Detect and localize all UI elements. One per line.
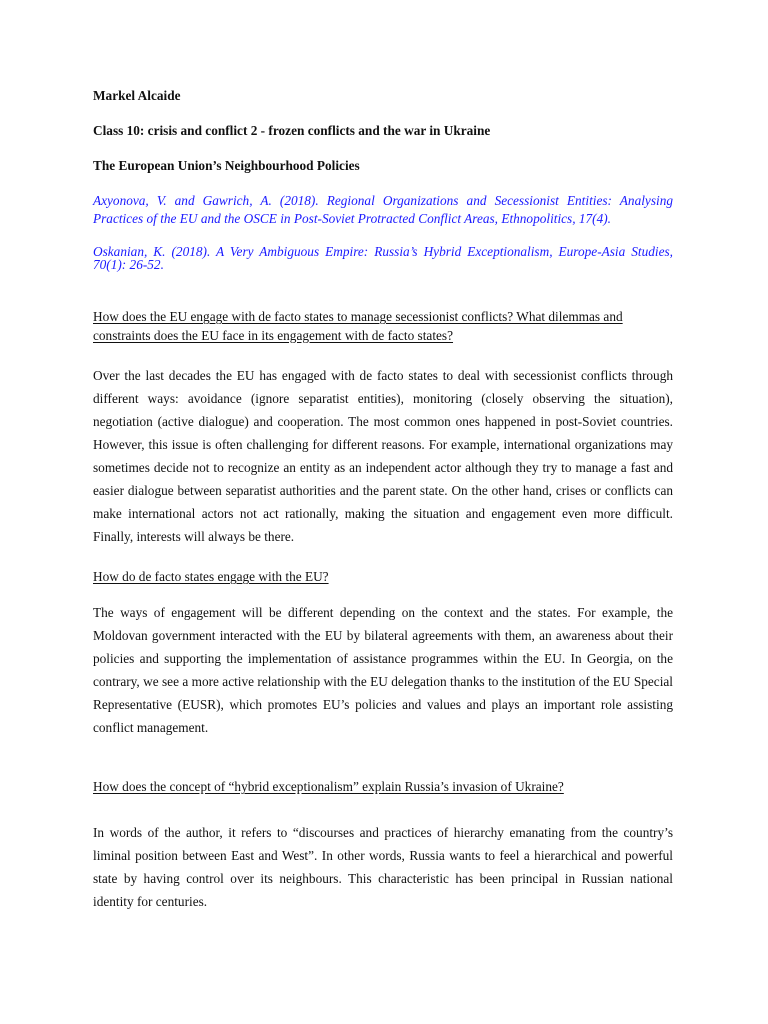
answer-2: The ways of engagement will be different depending on the context and the states. For example, the Moldovan government interacted with the EU by bilateral agreements with them, an awareness about their policies and supporting the implementation of assistance programmes within the EU. In Georgia, on the contrary, we see a more active relationship with the EU delegation thanks to the institution of the EU Special Representative (EUSR), which promotes EU’s policies and values and plays an important role assisting conflict management. <box>93 605 673 735</box>
reference-2: Oskanian, K. (2018). A Very Ambiguous Empire: Russia’s Hybrid Exceptionalism, Europe-Asia Studies, 70(1): 26-52. <box>93 244 673 272</box>
author-name: Markel Alcaide <box>93 88 181 103</box>
question-3: How does the concept of “hybrid exceptionalism” explain Russia’s invasion of Ukraine? <box>93 779 564 794</box>
reference-1: Axyonova, V. and Gawrich, A. (2018). Regional Organizations and Secessionist Entities: Analysing Practices of the EU and the OSCE in Post-Soviet Protracted Conflict Areas, Ethnopolitics, 17(4). <box>93 193 673 226</box>
answer-3: In words of the author, it refers to “discourses and practices of hierarchy emanating from the country’s liminal position between East and West”. In other words, Russia wants to feel a hierarchical and powerful state by having control over its neighbours. This characteristic has been principal in Russian national identity for centuries. <box>93 825 673 909</box>
question-2: How do de facto states engage with the EU? <box>93 569 329 584</box>
question-1: How does the EU engage with de facto states to manage secessionist conflicts? What dilemmas and constraints does the EU face in its engagement with de facto states? <box>93 309 623 343</box>
answer-1: Over the last decades the EU has engaged with de facto states to deal with secessionist conflicts through different ways: avoidance (ignore separatist entities), monitoring (closely observing the situation), negotiation (active dialogue) and cooperation. The most common ones happened in post-Soviet countries. However, this issue is often challenging for different reasons. For example, international organizations may sometimes decide not to recognize an entity as an independent actor although they try to manage a fast and easier dialogue between separatist authorities and the parent state. On the other hand, crises or conflicts can make international actors not act rationally, making the situation and engagement even more difficult. Finally, interests will always be there. <box>93 368 673 544</box>
section-title: The European Union’s Neighbourhood Policies <box>93 158 360 173</box>
class-title: Class 10: crisis and conflict 2 - frozen conflicts and the war in Ukraine <box>93 123 491 138</box>
